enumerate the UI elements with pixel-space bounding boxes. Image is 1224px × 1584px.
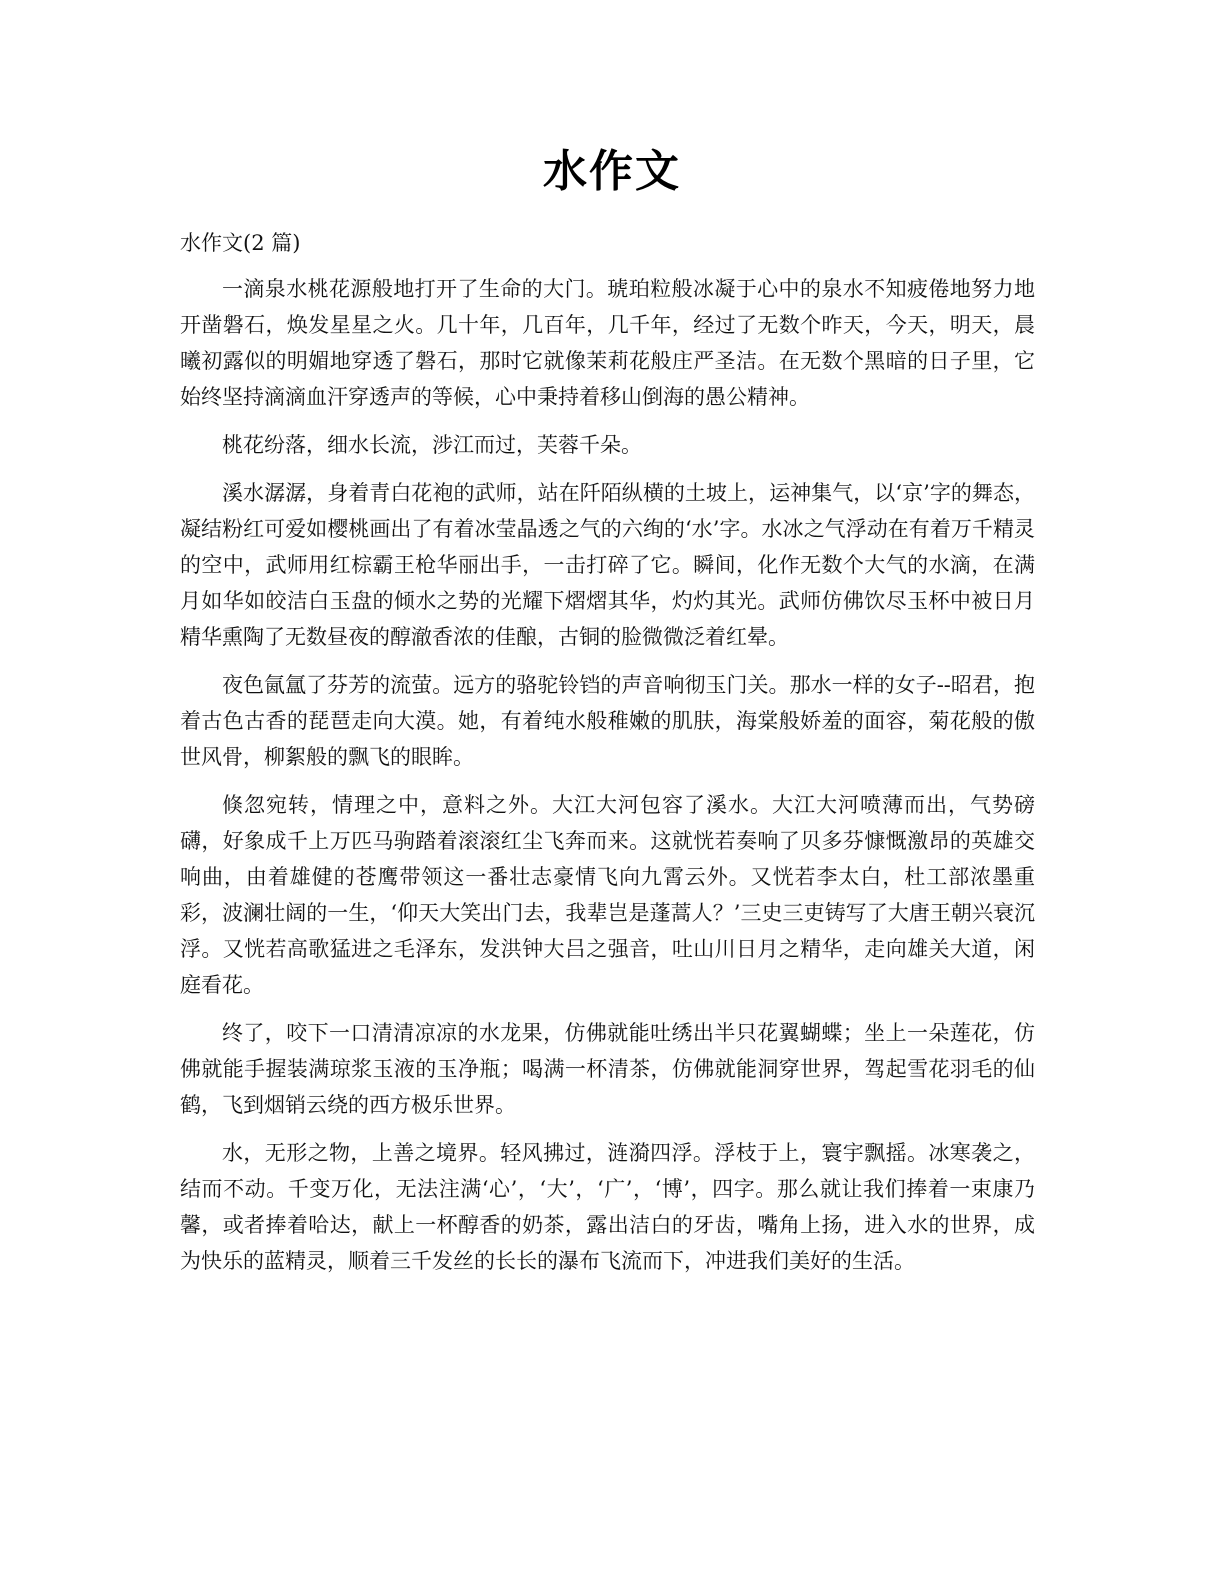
paragraph: 一滴泉水桃花源般地打开了生命的大门。琥珀粒般冰凝于心中的泉水不知疲倦地努力地开凿磐石，焕发星星之火。几十年，几百年，几千年，经过了无数个昨天，今天，明天，晨曦初露似的明媚地穿透了磐石，那时它就像茉莉花般庄严圣洁。在无数个黑暗的日子里，它始终坚持滴滴血汗穿透声的等候，心中秉持着移山倒海的愚公精神。 (180, 277, 1035, 409)
document-subtitle: 水作文(2 篇) (180, 231, 301, 255)
paragraph: 水，无形之物，上善之境界。轻风拂过，涟漪四浮。浮枝于上，寰宇飘摇。冰寒袭之，结而不动。千变万化，无法注满‘心’，‘大’，‘广’，‘博’，四字。那么就让我们捧着一束康乃馨，或者捧着哈达，献上一杯醇香的奶茶，露出洁白的牙齿，嘴角上扬，进入水的世界，成为快乐的蓝精灵，顺着三千发丝的长长的瀑布飞流而下，冲进我们美好的生活。 (180, 1141, 1035, 1273)
paragraph: 溪水潺潺，身着青白花袍的武师，站在阡陌纵横的土坡上，运神集气，以‘京’字的舞态，凝结粉红可爱如樱桃画出了有着冰莹晶透之气的六绚的‘水’字。水冰之气浮动在有着万千精灵的空中，武师用红棕霸王枪华丽出手，一击打碎了它。瞬间，化作无数个大气的水滴，在满月如华如皎洁白玉盘的倾水之势的光耀下熠熠其华，灼灼其光。武师仿佛饮尽玉杯中被日月精华熏陶了无数昼夜的醇澈香浓的佳酿，古铜的脸微微泛着红晕。 (180, 481, 1035, 649)
paragraph: 夜色氤氲了芬芳的流萤。远方的骆驼铃铛的声音响彻玉门关。那水一样的女子--昭君，抱着古色古香的琵琶走向大漠。她，有着纯水般稚嫩的肌肤，海棠般娇羞的面容，菊花般的傲世风骨，柳絮般的飘飞的眼眸。 (180, 673, 1035, 769)
paragraph: 桃花纷落，细水长流，涉江而过，芙蓉千朵。 (222, 433, 642, 457)
paragraph: 终了，咬下一口清清凉凉的水龙果，仿佛就能吐绣出半只花翼蝴蝶；坐上一朵莲花，仿佛就能手握装满琼浆玉液的玉净瓶；喝满一杯清茶，仿佛就能洞穿世界，驾起雪花羽毛的仙鹤，飞到烟销云绕的西方极乐世界。 (180, 1021, 1035, 1117)
paragraph: 倏忽宛转，情理之中，意料之外。大江大河包容了溪水。大江大河喷薄而出，气势磅礴，好象成千上万匹马驹踏着滚滚红尘飞奔而来。这就恍若奏响了贝多芬慷慨激昂的英雄交响曲，由着雄健的苍鹰带领这一番壮志豪情飞向九霄云外。又恍若李太白，杜工部浓墨重彩，波澜壮阔的一生，‘仰天大笑出门去，我辈岂是蓬蒿人？’三史三吏铸写了大唐王朝兴衰沉浮。又恍若高歌猛进之毛泽东，发洪钟大吕之强音，吐山川日月之精华，走向雄关大道，闲庭看花。 (180, 793, 1035, 997)
document-title: 水作文 (543, 146, 681, 197)
document-body (180, 225, 1035, 1291)
